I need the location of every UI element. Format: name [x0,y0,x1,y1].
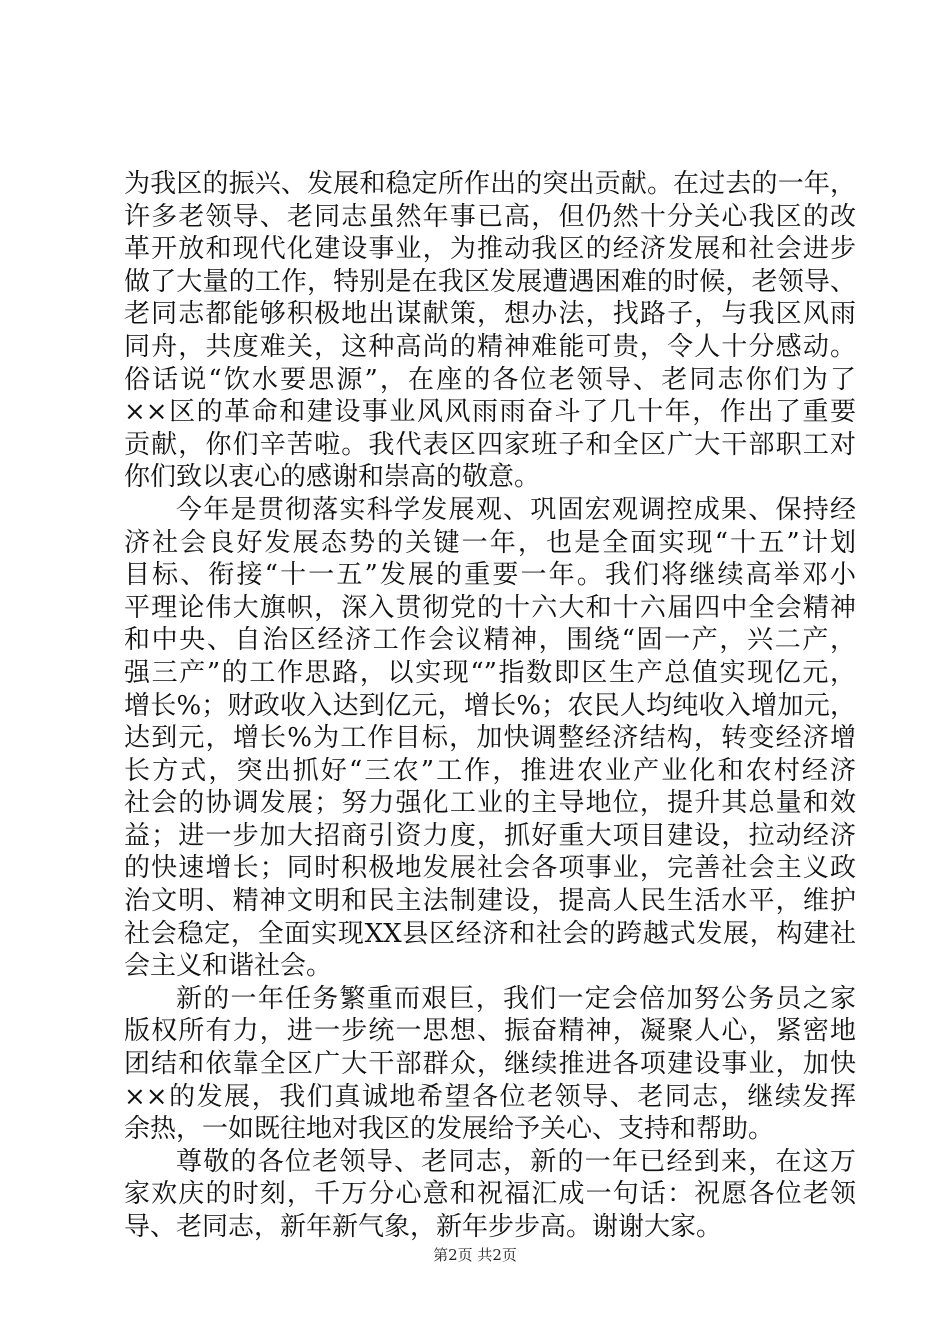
text-line: 益；进一步加大招商引资力度，抓好重大项目建设，拉动经济 [124,820,856,851]
text-line: 强三产”的工作思路，以实现“”指数即区生产总值实现亿元， [124,657,856,688]
page-footer: 第2页 共2页 [433,1246,517,1264]
text-line: 长方式，突出抓好“三农”工作，推进农业产业化和农村经济 [124,755,856,786]
text-line: 济社会良好发展态势的关键一年，也是全面实现“十五”计划 [124,527,856,558]
text-line: 许多老领导、老同志虽然年事已高，但仍然十分关心我区的改 [124,201,856,232]
text-line: 为我区的振兴、发展和稳定所作出的突出贡献。在过去的一年， [124,169,856,199]
text-line: 社会稳定，全面实现XX县区经济和社会的跨越式发展，构建社 [124,918,856,949]
text-line: 达到元，增长%为工作目标，加快调整经济结构，转变经济增 [124,723,856,754]
text-line: 你们致以衷心的感谢和崇高的敬意。 [124,462,541,493]
text-line: 治文明、精神文明和民主法制建设，提高人民生活水平，维护 [124,886,856,917]
text-line: 平理论伟大旗帜，深入贯彻党的十六大和十六届四中全会精神 [124,592,856,623]
document-body [124,168,856,1244]
text-line: ××区的革命和建设事业风风雨雨奋斗了几十年，作出了重要 [124,397,856,428]
text-line: ××的发展，我们真诚地希望各位老领导、老同志，继续发挥 [124,1081,856,1112]
text-line: 革开放和现代化建设事业，为推动我区的经济发展和社会进步 [124,234,856,265]
text-line: 余热，一如既往地对我区的发展给予关心、支持和帮助。 [124,1114,775,1145]
text-line: 的快速增长；同时积极地发展社会各项事业，完善社会主义政 [124,853,856,884]
text-line: 今年是贯彻落实科学发展观、巩固宏观调控成果、保持经 [176,494,856,525]
text-line: 和中央、自治区经济工作会议精神，围绕“固一产，兴二产， [124,625,856,656]
text-line: 俗话说“饮水要思源”，在座的各位老领导、老同志你们为了 [124,364,856,395]
text-line: 团结和依靠全区广大干部群众，继续推进各项建设事业，加快 [124,1049,856,1080]
text-line: 版权所有力，进一步统一思想、振奋精神，凝聚人心，紧密地 [124,1016,856,1047]
text-line: 同舟，共度难关，这种高尚的精神难能可贵，令人十分感动。 [124,331,856,362]
text-line: 导、老同志，新年新气象，新年步步高。谢谢大家。 [124,1212,723,1242]
text-line: 尊敬的各位老领导、老同志，新的一年已经到来，在这万 [176,1146,856,1177]
text-line: 贡献，你们辛苦啦。我代表区四家班子和全区广大干部职工对 [124,429,856,460]
text-line: 会主义和谐社会。 [124,951,333,982]
text-line: 社会的协调发展；努力强化工业的主导地位，提升其总量和效 [124,788,856,819]
text-line: 家欢庆的时刻，千万分心意和祝福汇成一句话：祝愿各位老领 [124,1179,856,1210]
text-line: 新的一年任务繁重而艰巨，我们一定会倍加努公务员之家 [176,983,856,1014]
text-line: 目标、衔接“十一五”发展的重要一年。我们将继续高举邓小 [124,560,856,591]
text-line: 做了大量的工作，特别是在我区发展遭遇困难的时候，老领导、 [124,266,856,297]
text-line: 增长%；财政收入达到亿元，增长%；农民人均纯收入增加元， [124,690,856,721]
text-line: 老同志都能够积极地出谋献策，想办法，找路子，与我区风雨 [124,299,856,330]
